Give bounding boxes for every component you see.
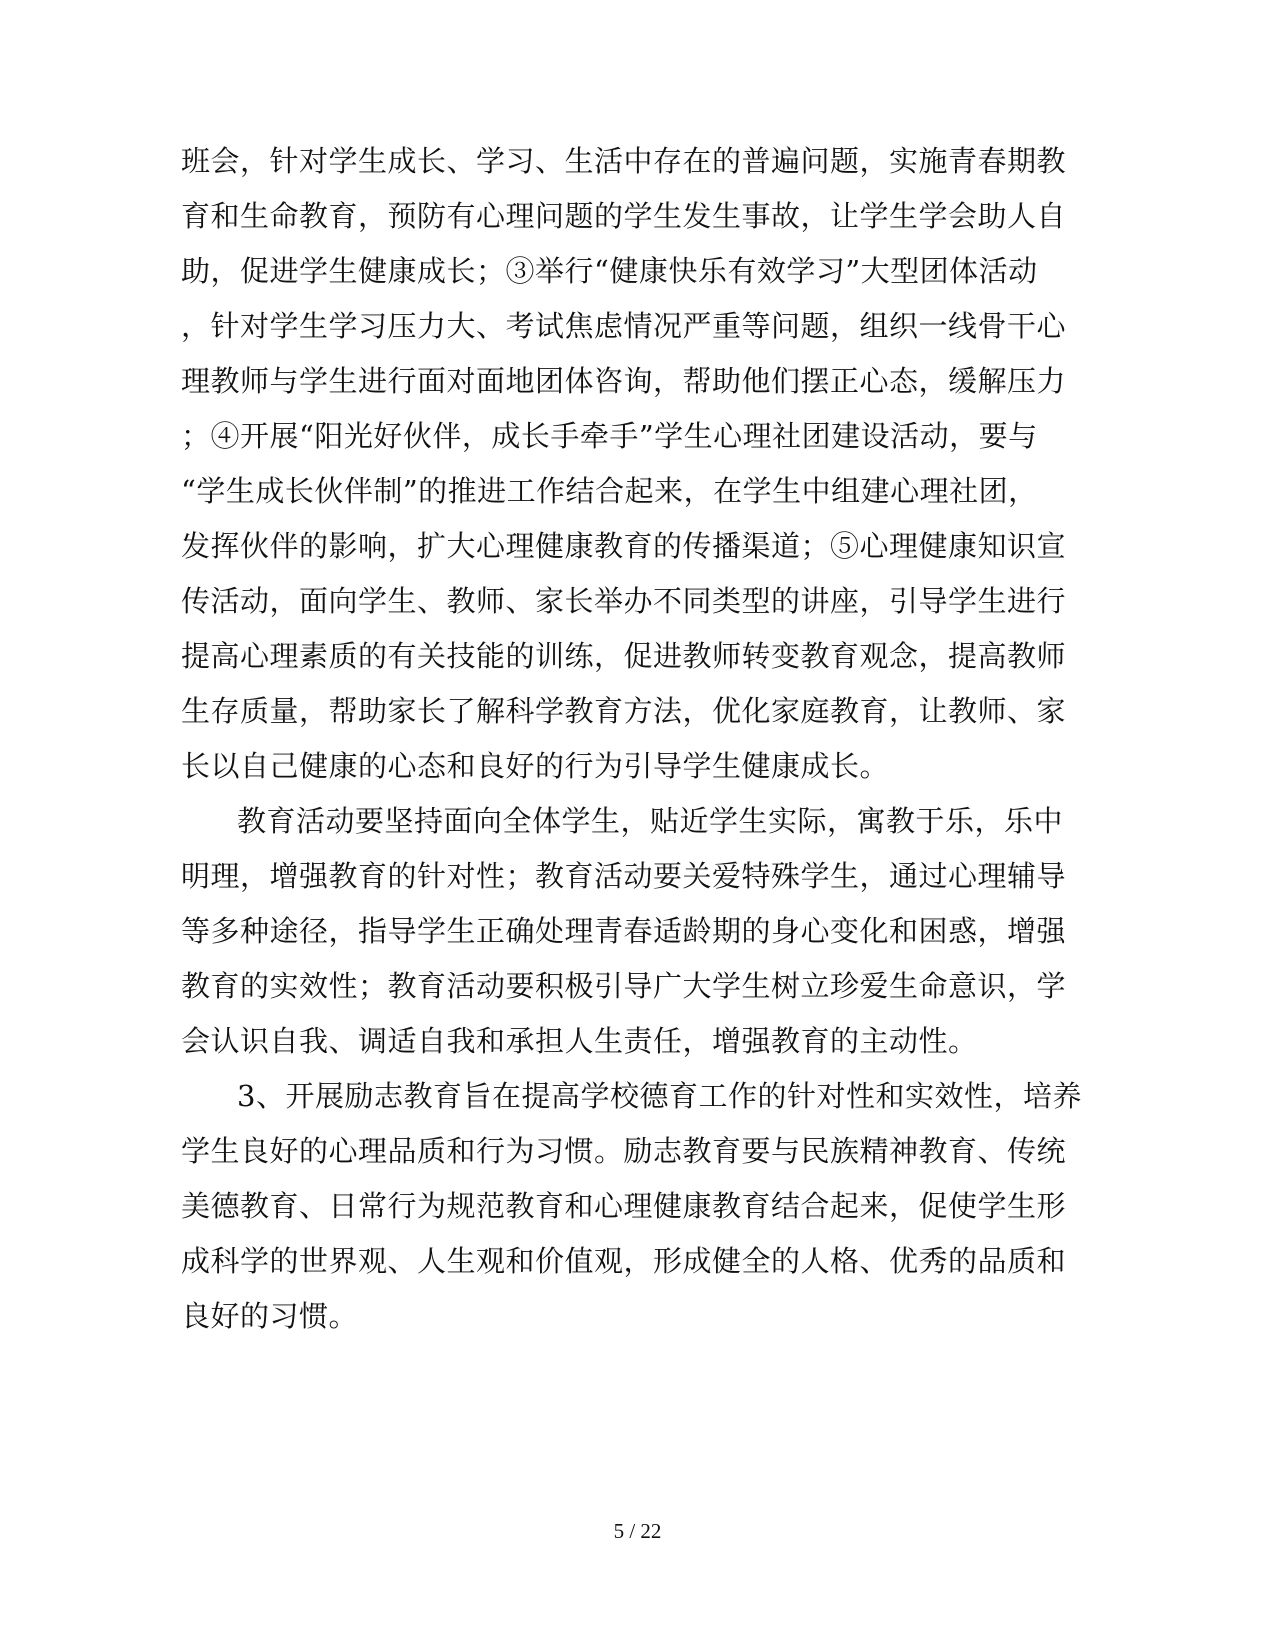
text-line: 美德教育、日常行为规范教育和心理健康教育结合起来，促使学生形: [181, 1189, 1067, 1223]
text-line: 学生良好的心理品质和行为习惯。励志教育要与民族精神教育、传统: [181, 1134, 1067, 1168]
text-line: 等多种途径，指导学生正确处理青春适龄期的身心变化和困惑，增强: [181, 914, 1067, 948]
text-line: 助，促进学生健康成长；③举行“健康快乐有效学习”大型团体活动: [181, 254, 1038, 288]
text-line: 班会，针对学生成长、学习、生活中存在的普遍问题，实施青春期教: [181, 144, 1067, 178]
text-line: 良好的习惯。: [181, 1299, 359, 1333]
text-line: 教育的实效性；教育活动要积极引导广大学生树立珍爱生命意识，学: [181, 969, 1067, 1003]
text-line: 明理，增强教育的针对性；教育活动要关爱特殊学生，通过心理辅导: [181, 859, 1067, 893]
text-line: 生存质量，帮助家长了解科学教育方法，优化家庭教育，让教师、家: [181, 694, 1067, 728]
text-line: 成科学的世界观、人生观和价值观，形成健全的人格、优秀的品质和: [181, 1244, 1067, 1278]
text-line: 发挥伙伴的影响，扩大心理健康教育的传播渠道；⑤心理健康知识宣: [181, 529, 1067, 563]
text-line: 传活动，面向学生、教师、家长举办不同类型的讲座，引导学生进行: [181, 584, 1067, 618]
text-line: “学生成长伙伴制”的推进工作结合起来，在学生中组建心理社团，: [181, 474, 1038, 508]
text-line: ；④开展“阳光好伙伴，成长手牵手”学生心理社团建设活动，要与: [181, 419, 1038, 453]
text-line: ，针对学生学习压力大、考试焦虑情况严重等问题，组织一线骨干心: [181, 309, 1067, 343]
text-line: 提高心理素质的有关技能的训练，促进教师转变教育观念，提高教师: [181, 639, 1067, 673]
text-line: 会认识自我、调适自我和承担人生责任，增强教育的主动性。: [181, 1024, 978, 1058]
text-line: 长以自己健康的心态和良好的行为引导学生健康成长。: [181, 749, 890, 783]
page-number: 5 / 22: [613, 1519, 662, 1543]
text-line: 3、开展励志教育旨在提高学校德育工作的针对性和实效性，培养: [237, 1079, 1082, 1113]
text-line: 理教师与学生进行面对面地团体咨询，帮助他们摆正心态，缓解压力: [181, 364, 1067, 398]
text-line: 育和生命教育，预防有心理问题的学生发生事故，让学生学会助人自: [181, 199, 1067, 233]
text-line: 教育活动要坚持面向全体学生，贴近学生实际，寓教于乐，乐中: [237, 804, 1064, 838]
